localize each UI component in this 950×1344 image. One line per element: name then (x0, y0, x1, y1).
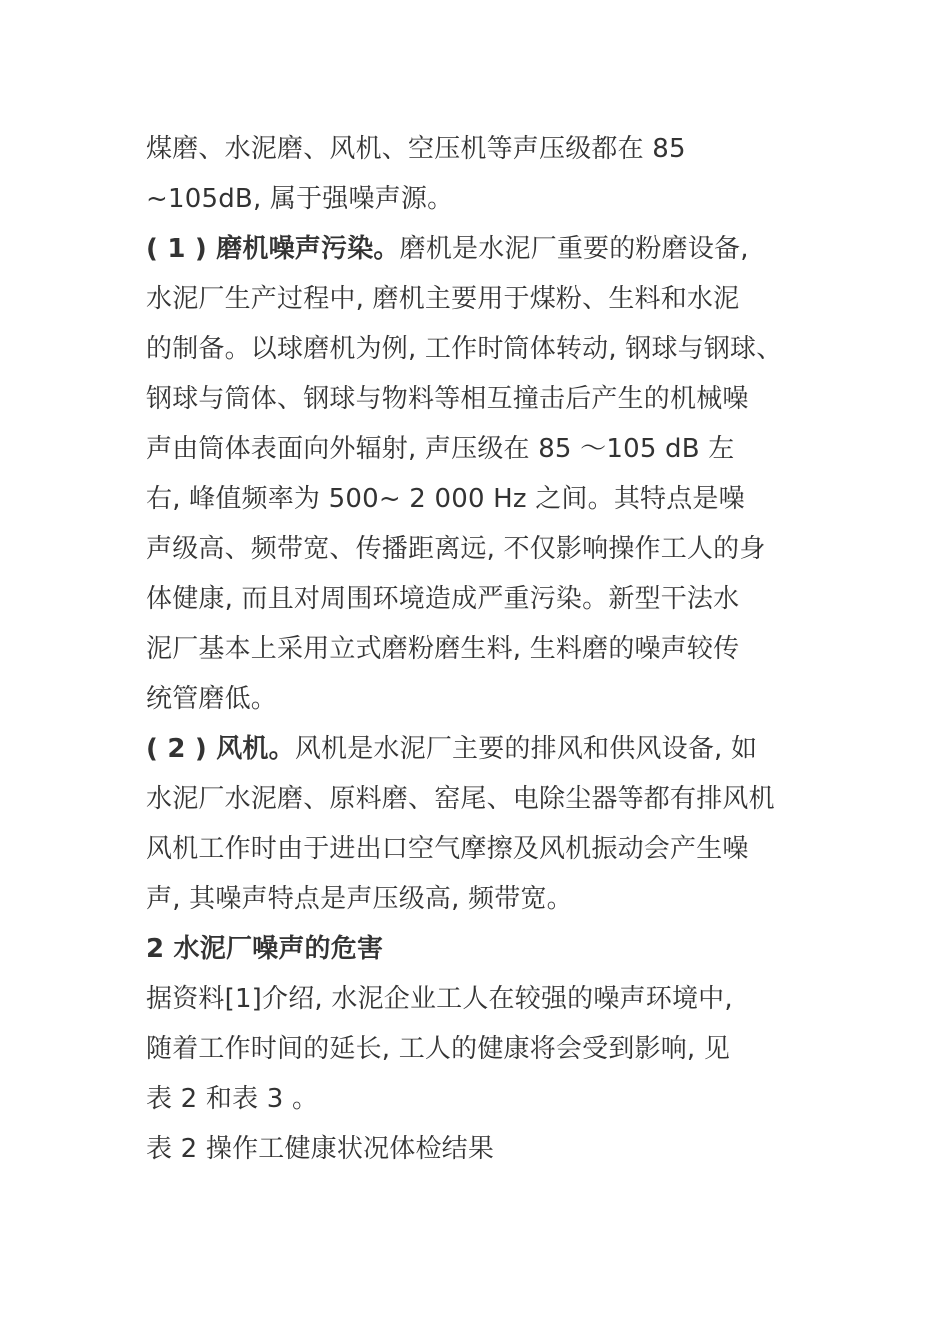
paragraph-line: 水泥厂水泥磨、原料磨、窑尾、电除尘器等都有排风机 (146, 784, 775, 814)
section-mill-label: ( 1 ) 磨机噪声污染。 (146, 234, 400, 264)
paragraph-line: 据资料[1]介绍, 水泥企业工人在较强的噪声环境中, (146, 984, 733, 1014)
paragraph-line: 钢球与筒体、钢球与物料等相互撞击后产生的机械噪 (146, 384, 749, 414)
paragraph-line: 水泥厂生产过程中, 磨机主要用于煤粉、生料和水泥 (146, 284, 740, 314)
paragraph-line: 声, 其噪声特点是声压级高, 频带宽。 (146, 884, 573, 914)
section-mill-first-text: 磨机是水泥厂重要的粉磨设备, (399, 234, 749, 264)
section-fan-first-text: 风机是水泥厂主要的排风和供风设备, 如 (294, 734, 758, 764)
section-mill-first-line (146, 232, 749, 266)
paragraph-line: 风机工作时由于进出口空气摩擦及风机振动会产生噪 (146, 834, 749, 864)
paragraph-line: 泥厂基本上采用立式磨粉磨生料, 生料磨的噪声较传 (146, 634, 740, 664)
paragraph-line: 声由筒体表面向外辐射, 声压级在 85 ～105 dB 左 (146, 434, 735, 464)
section-fan-first-line (146, 732, 757, 766)
paragraph-line: 煤磨、水泥磨、风机、空压机等声压级都在 85 (146, 134, 686, 164)
paragraph-line: 右, 峰值频率为 500~ 2 000 Hz 之间。其特点是噪 (146, 484, 745, 514)
paragraph-line: 体健康, 而且对周围环境造成严重污染。新型干法水 (146, 584, 740, 614)
table-caption: 表 2 操作工健康状况体检结果 (146, 1134, 495, 1164)
section-heading: 2 水泥厂噪声的危害 (146, 934, 384, 964)
paragraph-line: 的制备。以球磨机为例, 工作时筒体转动, 钢球与钢球、 (146, 334, 783, 364)
paragraph-line: ~105dB, 属于强噪声源。 (146, 184, 454, 214)
paragraph-line: 声级高、频带宽、传播距离远, 不仅影响操作工人的身 (146, 534, 766, 564)
paragraph-line: 统管磨低。 (146, 684, 278, 714)
section-fan-label: ( 2 ) 风机。 (146, 734, 295, 764)
paragraph-line: 表 2 和表 3 。 (146, 1084, 319, 1114)
paragraph-line: 随着工作时间的延长, 工人的健康将会受到影响, 见 (146, 1034, 731, 1064)
